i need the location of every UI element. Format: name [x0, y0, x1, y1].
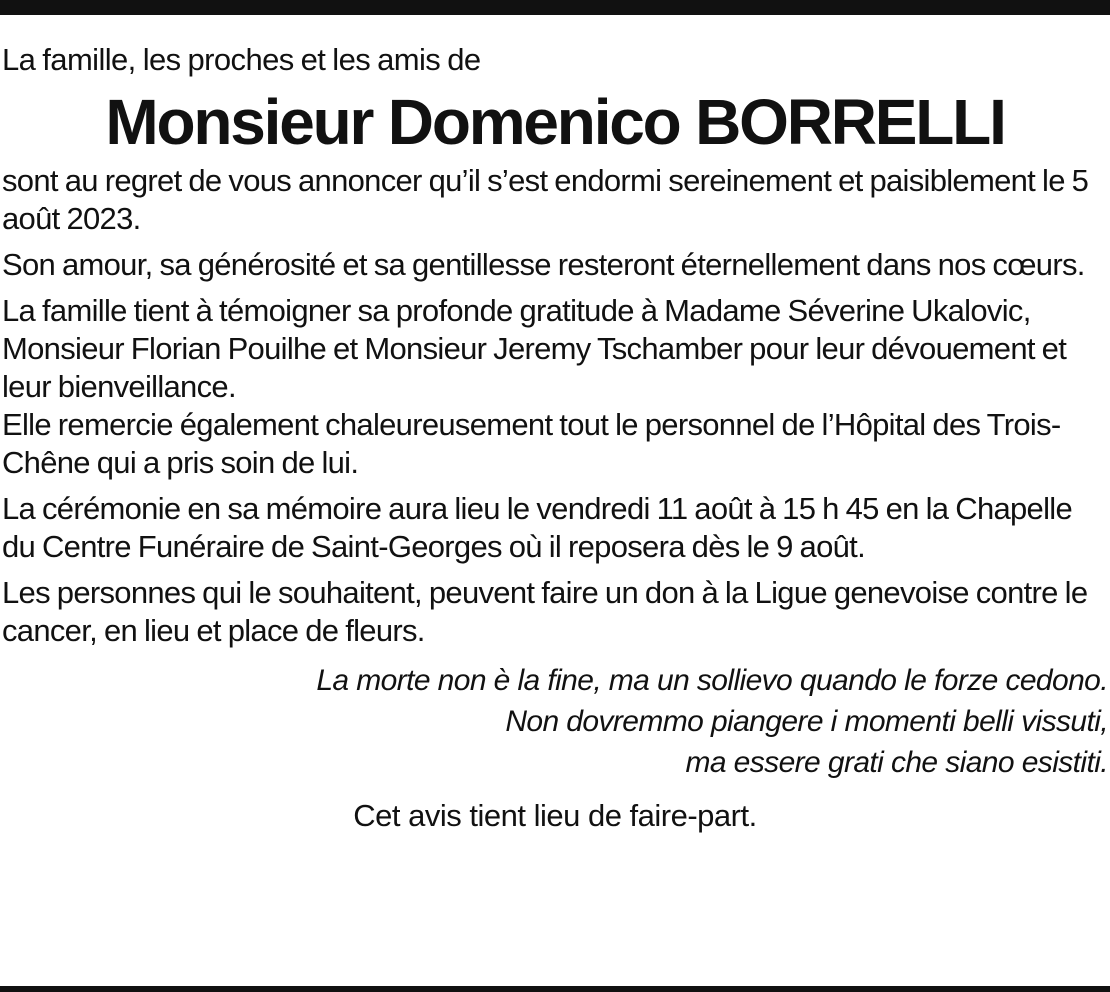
bottom-border-rule — [0, 986, 1110, 992]
gratitude-paragraph: La famille tient à témoigner sa profonde gratitude à Madame Séverine Ukalovic, Monsieur Florian Pouilhe et Monsieur Jeremy Tschamber pour leur dévouement et leur bienveillance. — [2, 293, 1067, 404]
announcement-paragraph: sont au regret de vous annoncer qu’il s’est endormi sereinement et paisiblement le 5 août 2023. — [2, 163, 1089, 236]
italian-quote — [2, 660, 1108, 783]
hospital-thanks-paragraph: Elle remercie également chaleureusement tout le personnel de l’Hôpital des Trois-Chêne qui a pris soin de lui. — [2, 407, 1061, 480]
top-border-rule — [0, 0, 1110, 15]
quote-line: Non dovremmo piangere i momenti belli vissuti, — [505, 705, 1108, 738]
tribute-paragraph: Son amour, sa générosité et sa gentillesse resteront éternellement dans nos cœurs. — [2, 247, 1085, 282]
ceremony-paragraph: La cérémonie en sa mémoire aura lieu le vendredi 11 août à 15 h 45 en la Chapelle du Centre Funéraire de Saint-Georges où il reposera dès le 9 août. — [2, 491, 1073, 564]
deceased-name: Monsieur Domenico BORRELLI — [105, 86, 1005, 158]
obituary-notice — [2, 40, 1108, 868]
quote-line: La morte non è la fine, ma un sollievo quando le forze cedono. — [316, 664, 1108, 697]
footer-note: Cet avis tient lieu de faire-part. — [353, 798, 757, 833]
quote-line: ma essere grati che siano esistiti. — [685, 746, 1108, 779]
intro-line: La famille, les proches et les amis de — [2, 42, 481, 77]
donation-paragraph: Les personnes qui le souhaitent, peuvent faire un don à la Ligue genevoise contre le cancer, en lieu et place de fleurs. — [2, 575, 1088, 648]
